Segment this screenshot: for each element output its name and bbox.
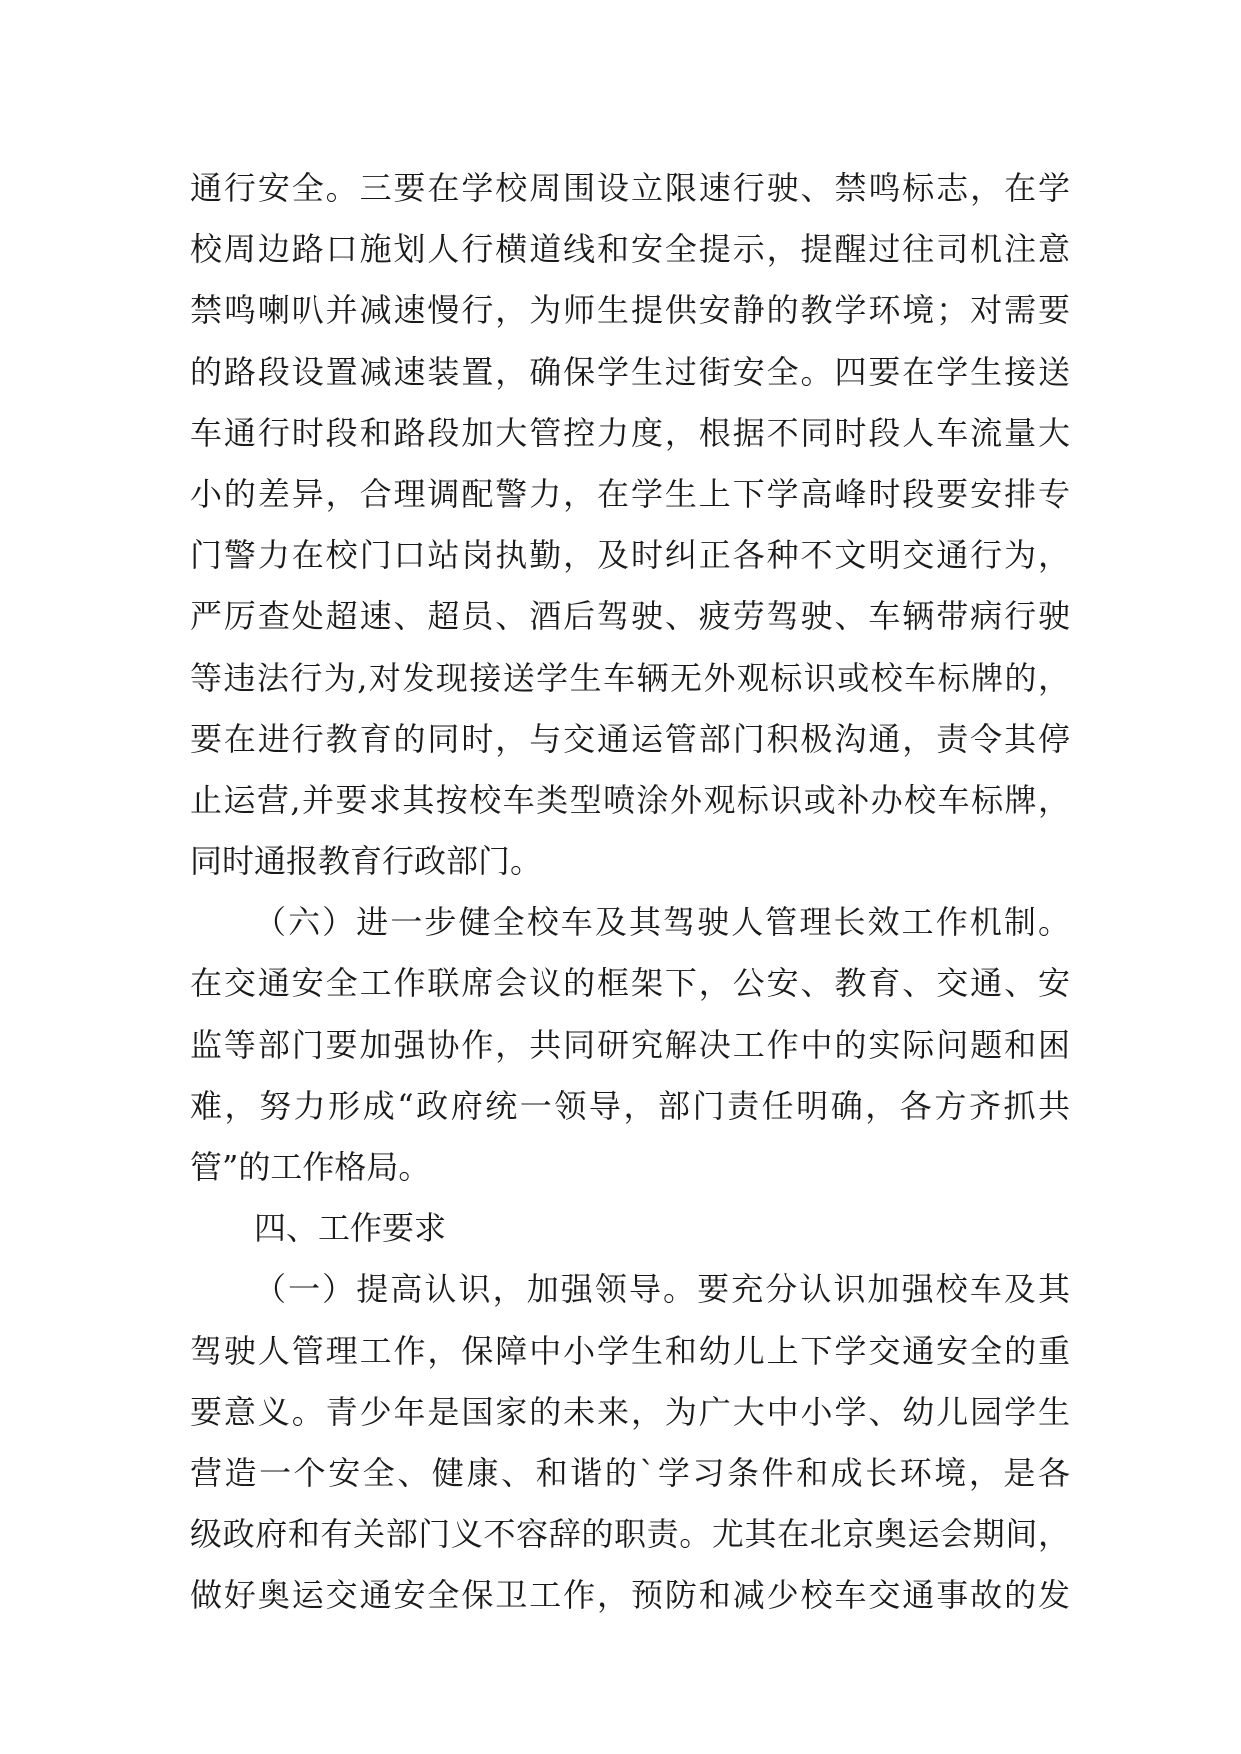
text-line: 禁鸣喇叭并减速慢行，为师生提供安静的教学环境；对需要 xyxy=(190,291,1070,330)
text-line: 通行安全。三要在学校周围设立限速行驶、禁鸣标志，在学 xyxy=(190,169,1070,207)
section-title: 四、工作要求 xyxy=(254,1209,447,1248)
text-line: 要在进行教育的同时，与交通运管部门积极沟通，责令其停 xyxy=(190,719,1070,758)
text-line: 做好奥运交通安全保卫工作，预防和减少校车交通事故的发 xyxy=(190,1576,1070,1615)
text-line: 级政府和有关部门义不容辞的职责。尤其在北京奥运会期间， xyxy=(190,1515,1070,1554)
text-line: 的路段设置减速装置，确保学生过街安全。四要在学生接送 xyxy=(190,352,1070,391)
text-line: 在交通安全工作联席会议的框架下，公安、教育、交通、安 xyxy=(190,964,1070,1003)
paragraph-end-line: 管”的工作格局。 xyxy=(190,1148,431,1186)
text-line: 门警力在校门口站岗执勤，及时纠正各种不文明交通行为， xyxy=(190,536,1070,575)
text-line: 难，努力形成“政府统一领导，部门责任明确，各方齐抓共 xyxy=(190,1086,1070,1125)
section-heading-line: （六）进一步健全校车及其驾驶人管理长效工作机制。 xyxy=(254,903,1070,942)
text-line: 校周边路口施划人行横道线和安全提示，提醒过往司机注意 xyxy=(190,230,1070,269)
text-line: 等违法行为,对发现接送学生车辆无外观标识或校车标牌的， xyxy=(190,658,1070,697)
section-heading-line: （一）提高认识，加强领导。要充分认识加强校车及其 xyxy=(254,1270,1070,1309)
text-line: 严厉查处超速、超员、酒后驾驶、疲劳驾驶、车辆带病行驶 xyxy=(190,597,1070,636)
document-body xyxy=(190,158,1070,1627)
text-line: 监等部门要加强协作，共同研究解决工作中的实际问题和困 xyxy=(190,1025,1070,1064)
text-line: 营造一个安全、健康、和谐的`学习条件和成长环境，是各 xyxy=(190,1453,1070,1492)
text-line: 小的差异，合理调配警力，在学生上下学高峰时段要安排专 xyxy=(190,474,1070,513)
text-line: 驾驶人管理工作，保障中小学生和幼儿上下学交通安全的重 xyxy=(190,1331,1070,1370)
text-line: 要意义。青少年是国家的未来，为广大中小学、幼儿园学生 xyxy=(190,1392,1070,1431)
paragraph-end-line: 同时通报教育行政部门。 xyxy=(190,842,543,881)
text-line: 止运营,并要求其按校车类型喷涂外观标识或补办校车标牌， xyxy=(190,780,1070,819)
text-line: 车通行时段和路段加大管控力度，根据不同时段人车流量大 xyxy=(190,413,1070,452)
